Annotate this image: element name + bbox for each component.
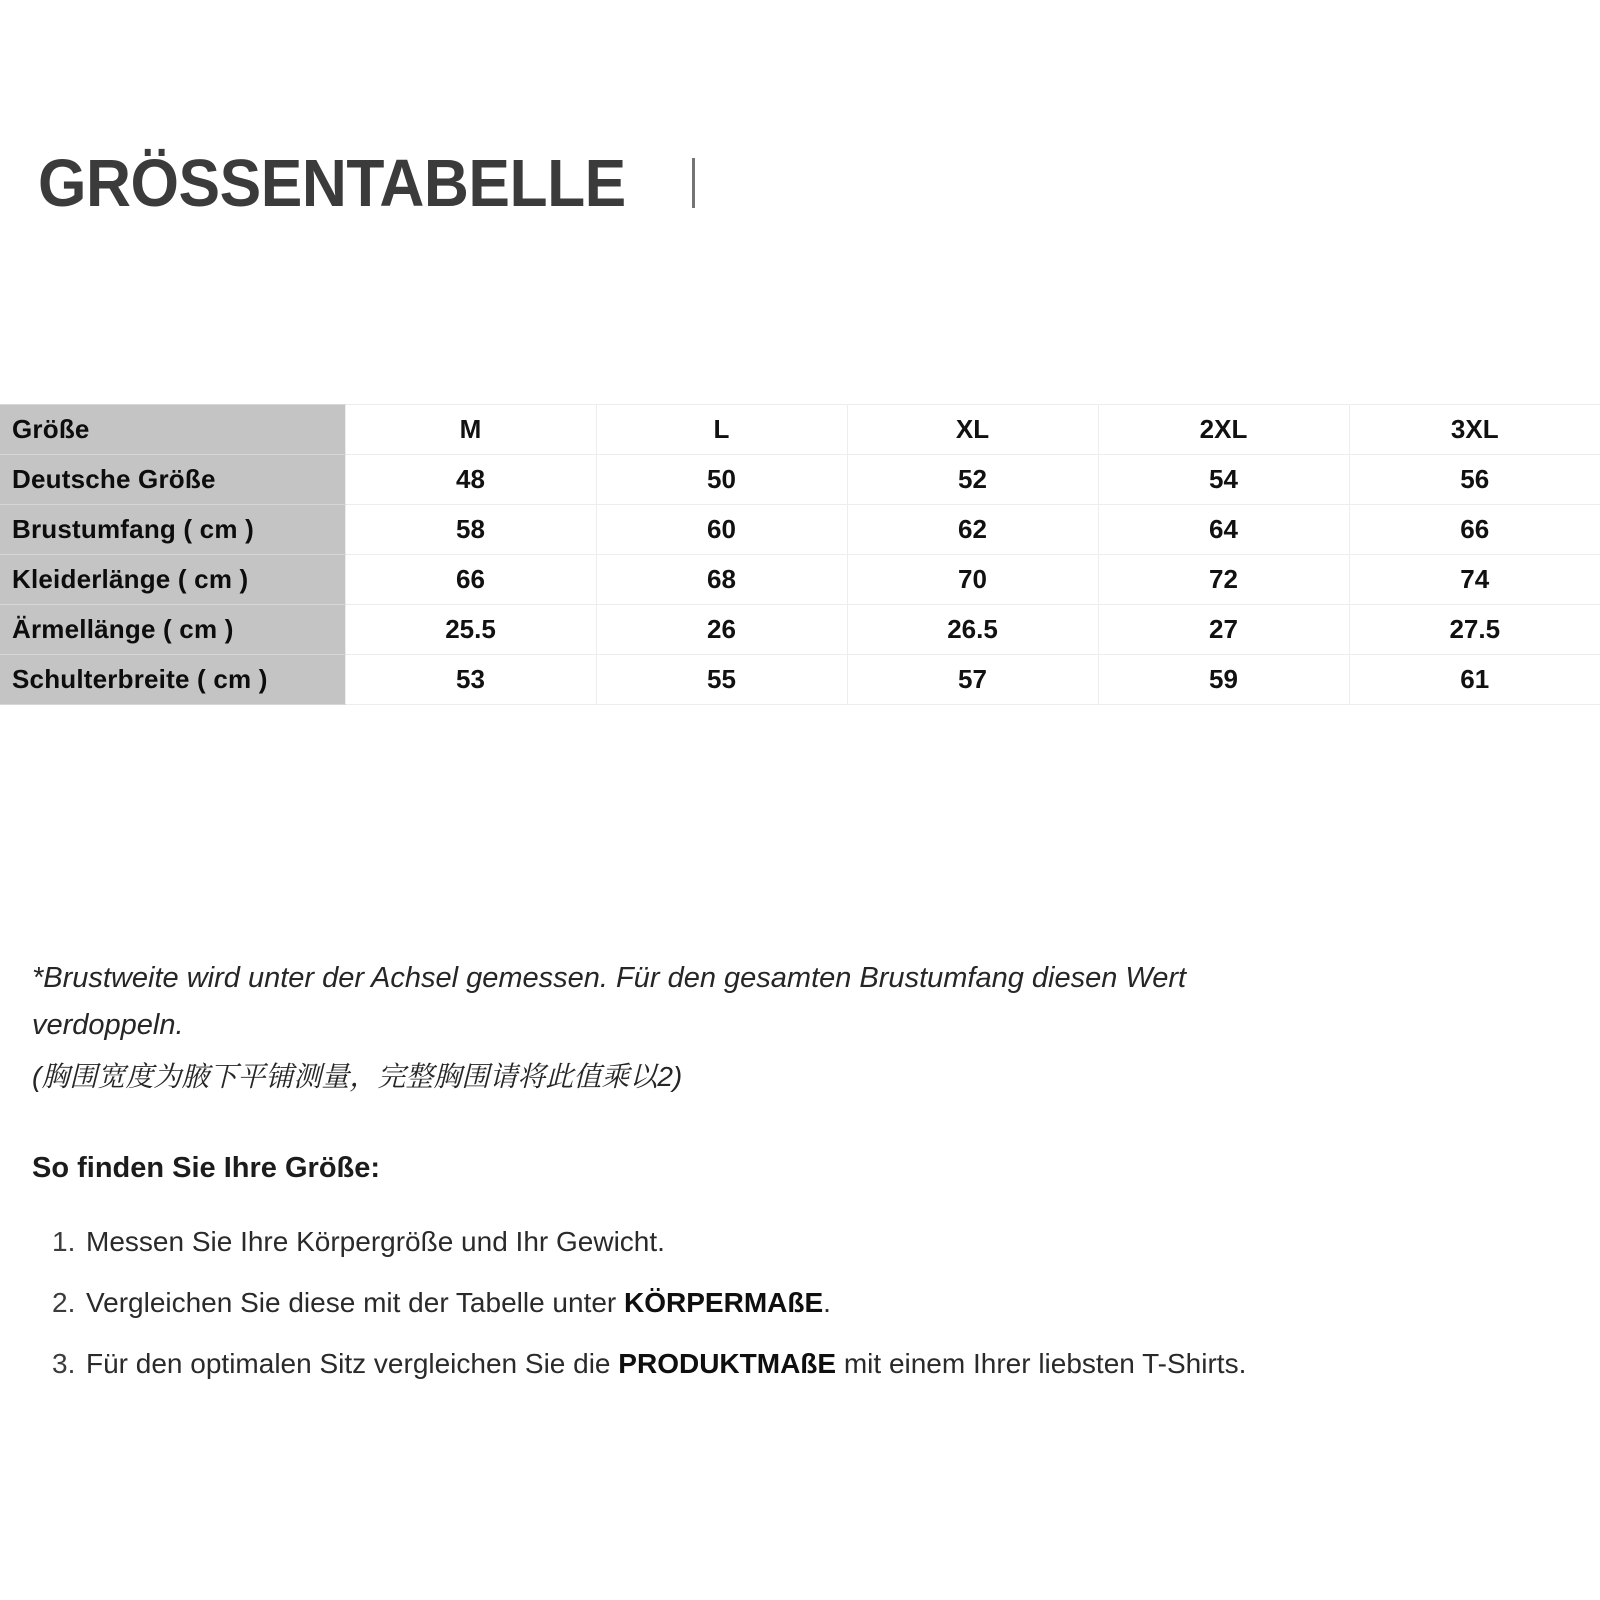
table-row [0, 555, 1600, 605]
list-item-text [86, 1285, 1532, 1320]
step-text-pre: Messen Sie Ihre Körpergröße und Ihr Gewicht. [86, 1226, 665, 1257]
cell-value: 27.5 [1349, 605, 1600, 655]
column-header-xl: XL [847, 405, 1098, 455]
row-label: Kleiderlänge ( cm ) [0, 555, 345, 605]
table-row [0, 655, 1600, 705]
list-item [52, 1224, 1532, 1259]
howto-steps [52, 1224, 1532, 1407]
step-text-bold: PRODUKTMAßE [618, 1348, 837, 1379]
row-label: Brustumfang ( cm ) [0, 505, 345, 555]
cell-value: 66 [1349, 505, 1600, 555]
footnote-chinese: (胸围宽度为腋下平铺测量，完整胸围请将此值乘以2) [32, 1061, 683, 1092]
column-header-m: M [345, 405, 596, 455]
table-row [0, 605, 1600, 655]
column-header-3xl: 3XL [1349, 405, 1600, 455]
cell-value: 62 [847, 505, 1098, 555]
cell-value: 26.5 [847, 605, 1098, 655]
table-row [0, 505, 1600, 555]
column-header-l: L [596, 405, 847, 455]
row-label: Ärmellänge ( cm ) [0, 605, 345, 655]
row-label: Schulterbreite ( cm ) [0, 655, 345, 705]
step-text-bold: KÖRPERMAßE [624, 1287, 824, 1318]
cell-value: 55 [596, 655, 847, 705]
cell-value: 64 [1098, 505, 1349, 555]
list-item [52, 1285, 1532, 1320]
cell-value: 68 [596, 555, 847, 605]
step-text-pre: Vergleichen Sie diese mit der Tabelle unter [86, 1287, 625, 1318]
cell-value: 26 [596, 605, 847, 655]
step-text-post: mit einem Ihrer liebsten T-Shirts. [836, 1348, 1247, 1379]
list-item-number: 2. [52, 1287, 76, 1318]
table-row [0, 455, 1600, 505]
step-text-post: . [823, 1287, 831, 1318]
cell-value: 56 [1349, 455, 1600, 505]
cell-value: 50 [596, 455, 847, 505]
list-item-number: 1. [52, 1226, 76, 1257]
cell-value: 58 [345, 505, 596, 555]
cell-value: 53 [345, 655, 596, 705]
list-item-text [86, 1346, 1532, 1381]
cell-value: 27 [1098, 605, 1349, 655]
howto-heading: So finden Sie Ihre Größe: [32, 1152, 381, 1184]
cell-value: 54 [1098, 455, 1349, 505]
list-item [52, 1346, 1532, 1381]
size-table [0, 404, 1600, 705]
cell-value: 70 [847, 555, 1098, 605]
cell-value: 52 [847, 455, 1098, 505]
cell-value: 59 [1098, 655, 1349, 705]
cell-value: 25.5 [345, 605, 596, 655]
cell-value: 60 [596, 505, 847, 555]
page-title: GRÖSSENTABELLE [38, 145, 626, 221]
list-item-text [86, 1224, 1532, 1259]
cell-value: 66 [345, 555, 596, 605]
column-header-2xl: 2XL [1098, 405, 1349, 455]
table-header-row [0, 405, 1600, 455]
row-label: Deutsche Größe [0, 455, 345, 505]
list-item-number: 3. [52, 1348, 76, 1379]
cell-value: 61 [1349, 655, 1600, 705]
cell-value: 72 [1098, 555, 1349, 605]
title-row [38, 143, 695, 223]
row-label-header: Größe [0, 405, 345, 455]
cell-value: 48 [345, 455, 596, 505]
size-table-body [0, 405, 1600, 705]
footnote-german: *Brustweite wird unter der Achsel gemessen. Für den gesamten Brustumfang diesen Wert verdoppeln. [32, 962, 1187, 1041]
cell-value: 74 [1349, 555, 1600, 605]
text-cursor-icon [692, 158, 695, 208]
cell-value: 57 [847, 655, 1098, 705]
step-text-pre: Für den optimalen Sitz vergleichen Sie die [86, 1348, 619, 1379]
